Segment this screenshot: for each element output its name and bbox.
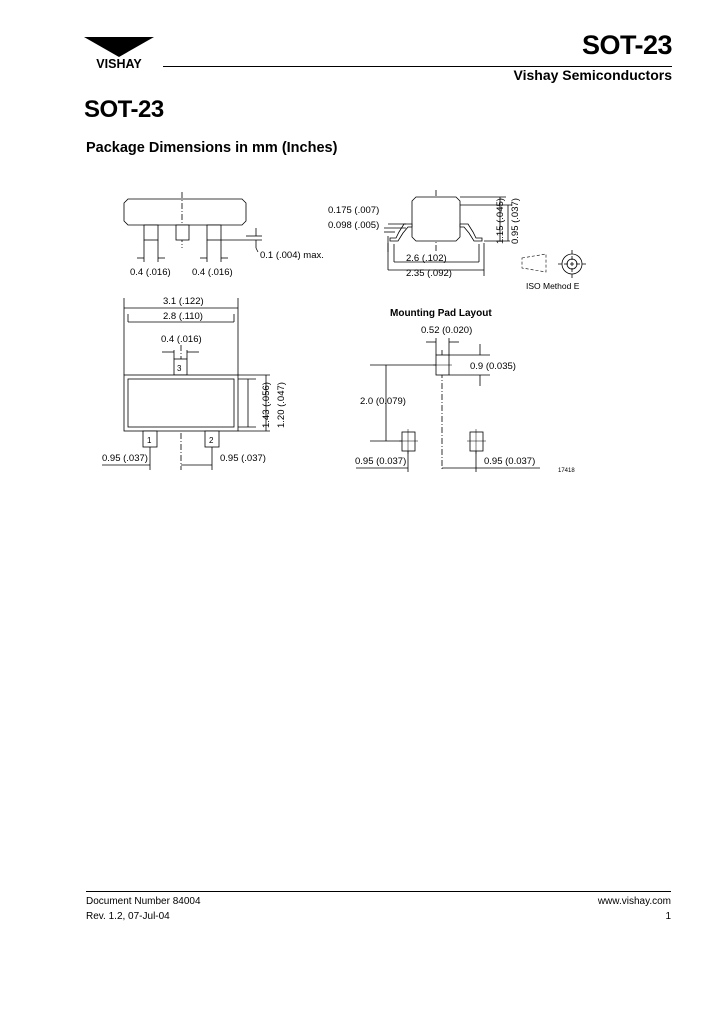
document-number: Document Number 84004 bbox=[86, 896, 201, 907]
projection-symbol bbox=[522, 250, 586, 291]
pin-label-2: 2 bbox=[209, 436, 214, 445]
lead-width-dimension: 0.4 (.016) bbox=[161, 334, 202, 345]
pin-pitch-right: 0.95 (.037) bbox=[220, 453, 266, 464]
side-view bbox=[328, 190, 521, 279]
body-width-max: 1.43 (.056) bbox=[261, 382, 272, 428]
top-view bbox=[124, 192, 324, 278]
lead-thickness-max: 0.175 (.007) bbox=[328, 205, 380, 216]
height-min: 0.95 (.037) bbox=[510, 198, 521, 244]
header-subtitle: Vishay Semiconductors bbox=[513, 67, 672, 83]
logo-text: VISHAY bbox=[96, 57, 142, 71]
side-width-max: 2.6 (.102) bbox=[406, 253, 447, 264]
projection-label: ISO Method E bbox=[526, 281, 580, 291]
row-spacing-dimension: 2.0 (0.079) bbox=[360, 396, 406, 407]
pad-width-dimension: 0.52 (0.020) bbox=[421, 325, 473, 336]
pad-pitch-left: 0.95 (0.037) bbox=[355, 456, 407, 467]
page-number: 1 bbox=[665, 911, 671, 922]
mounting-pad-layout bbox=[355, 308, 575, 474]
pin-label-1: 1 bbox=[147, 436, 152, 445]
body-width-min: 1.20 (.047) bbox=[276, 382, 287, 428]
vishay-logo bbox=[84, 37, 154, 71]
bottom-view bbox=[102, 296, 287, 470]
lead-thickness-min: 0.098 (.005) bbox=[328, 220, 380, 231]
package-dimension-drawing bbox=[0, 180, 720, 480]
revision: Rev. 1.2, 07-Jul-04 bbox=[86, 911, 170, 922]
header-title: SOT-23 bbox=[581, 30, 672, 60]
top-lead-width-right: 0.4 (.016) bbox=[192, 267, 233, 278]
standoff-dimension: 0.1 (.004) max. bbox=[260, 250, 324, 261]
top-lead-width-left: 0.4 (.016) bbox=[130, 267, 171, 278]
footer-rule bbox=[86, 891, 671, 892]
figure-id: 17418 bbox=[558, 468, 575, 474]
pad-height-dimension: 0.9 (0.035) bbox=[470, 361, 516, 372]
height-max: 1.15 (.045) bbox=[495, 198, 506, 244]
document-title: SOT-23 bbox=[84, 96, 164, 123]
pad-pitch-right: 0.95 (0.037) bbox=[484, 456, 536, 467]
section-title: Package Dimensions in mm (Inches) bbox=[86, 140, 338, 156]
website-link[interactable]: www.vishay.com bbox=[597, 896, 671, 907]
length-min: 2.8 (.110) bbox=[163, 311, 203, 322]
side-width-min: 2.35 (.092) bbox=[406, 268, 452, 279]
pin-pitch-left: 0.95 (.037) bbox=[102, 453, 148, 464]
length-max: 3.1 (.122) bbox=[163, 296, 204, 307]
mounting-pad-title: Mounting Pad Layout bbox=[390, 308, 492, 319]
pin-label-3: 3 bbox=[177, 364, 182, 373]
